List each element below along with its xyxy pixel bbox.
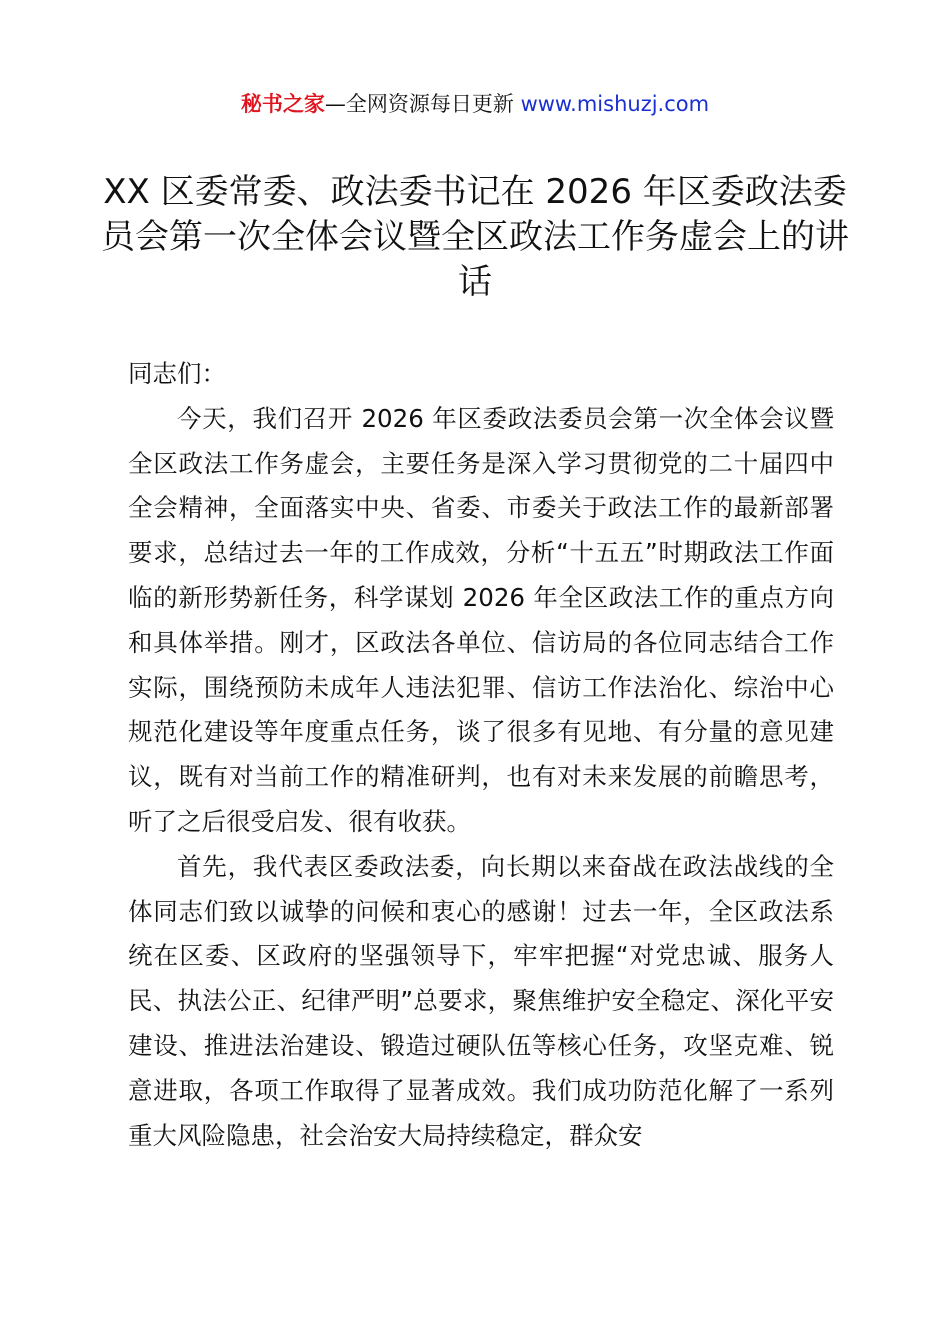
body-paragraph: 首先，我代表区委政法委，向长期以来奋战在政法战线的全体同志们致以诚挚的问候和衷心的感谢！过去一年，全区政法系统在区委、区政府的坚强领导下，牢牢把握“对党忠诚、服务人民、执法公正、纪律严明”总要求，聚焦维护安全稳定、深化平安建设、推进法治建设、锻造过硬队伍等核心任务，攻坚克难、锐意进取，各项工作取得了显著成效。我们成功防范化解了一系列重大风险隐患，社会治安大局持续稳定，群众安 — [128, 851, 834, 1150]
brand-name: 秘书之家 — [240, 92, 325, 116]
document-title: XX 区委常委、政法委书记在 2026 年区委政法委员会第一次全体会议暨全区政法工作务虚会上的讲话 — [101, 172, 849, 302]
body-paragraph: 今天，我们召开 2026 年区委政法委员会第一次全体会议暨全区政法工作务虚会，主要任务是深入学习贯彻党的二十届四中全会精神，全面落实中央、省委、市委关于政法工作的最新部署要求，总结过去一年的工作成效，分析“十五五”时期政法工作面临的新形势新任务，科学谋划 2026 年全区政法工作的重点方向和具体举措。刚才，区政法各单位、信访局的各位同志结合工作实际，围绕预防未成年人违法犯罪、信访工作法治化、综治中心规范化建设等年度重点任务，谈了很多有见地、有分量的意见建议，既有对当前工作的精准研判，也有对未来发展的前瞻思考，听了之后很受启发、很有收获。 — [128, 403, 834, 836]
salutation: 同志们： — [128, 359, 226, 388]
header-tagline: —全网资源每日更新 — [324, 92, 521, 116]
document-body — [128, 352, 834, 1158]
site-header — [0, 88, 950, 120]
site-url-link[interactable]: www.mishuzj.com — [520, 92, 710, 116]
